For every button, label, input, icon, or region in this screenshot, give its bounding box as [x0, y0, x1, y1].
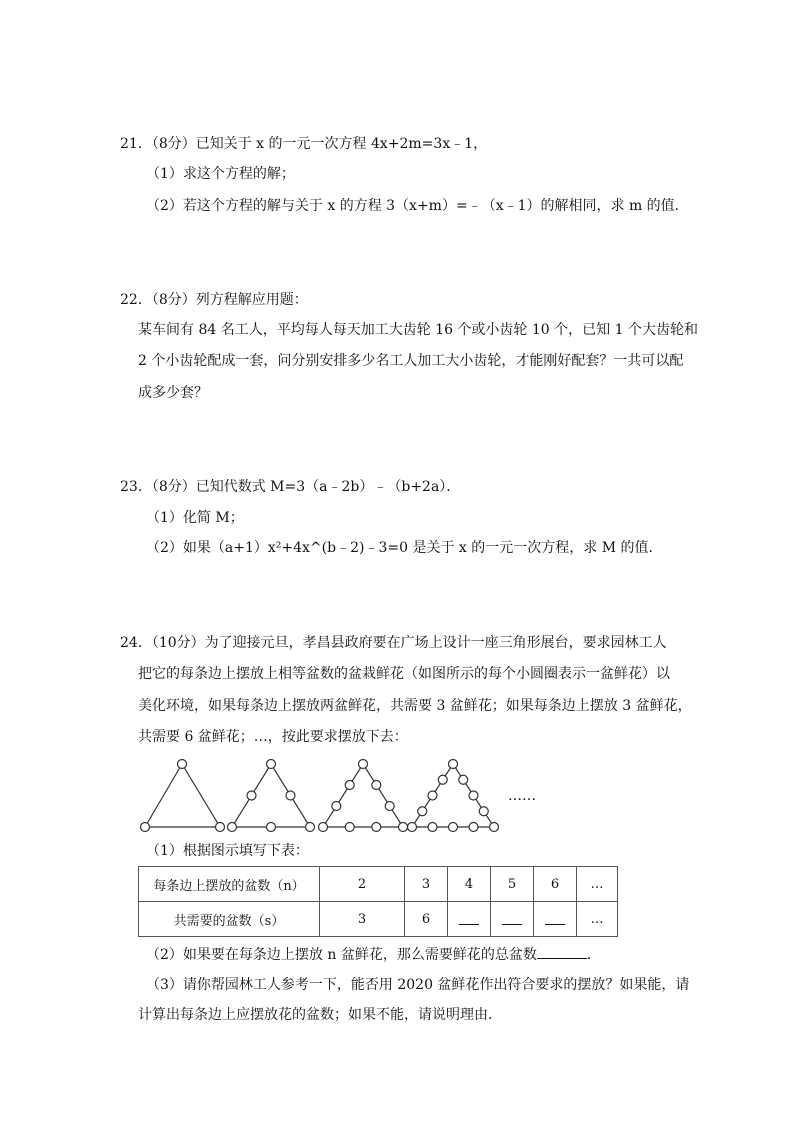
q22-line1: 某车间有 84 名工人，平均每人每天加工大齿轮 16 个或小齿轮 10 个，已知 1 个大齿轮和 — [138, 322, 698, 338]
q22-line2: 2 个小齿轮配成一套，问分别安排多少名工人加工大小齿轮，才能刚好配套？一共可以配 — [138, 353, 684, 369]
q24-line1: 24．（10分）为了迎接元旦，孝昌县政府要在广场上设计一座三角形展台，要求园林工人 — [120, 635, 667, 651]
table-cell: 4 — [448, 867, 491, 902]
table-cell: 6 — [405, 902, 448, 937]
triangle-figure-4 — [408, 760, 499, 832]
q23-heading: 23．（8分）已知代数式 M=3（a﹣2b）﹣（b+2a）． — [120, 479, 461, 495]
q24-line3: 美化环境，如果每条边上摆放两盆鲜花，共需要 3 盆鲜花；如果每条边上摆放 3 盆鲜花， — [138, 698, 692, 714]
table-cell: 2 — [320, 867, 405, 902]
row-label: 共需要的盆数（s） — [139, 902, 320, 937]
answer-blank-cell[interactable] — [491, 902, 534, 937]
triangle-figure-2 — [228, 760, 315, 832]
q24-part3-line1: （3）请你帮园林工人参考一下，能否用 2020 盆鲜花作出符合要求的摆放？如果能，请 — [146, 977, 690, 993]
table-cell: 6 — [534, 867, 577, 902]
flower-triangle-figures — [136, 754, 516, 834]
table-cell: 5 — [491, 867, 534, 902]
table-row-s — [139, 902, 618, 937]
q21-part2: （2）若这个方程的解与关于 x 的方程 3（x+m）=﹣（x﹣1）的解相同，求 m 的值． — [146, 198, 689, 214]
q23-part1: （1）化简 M； — [146, 510, 244, 526]
table-row-n — [139, 867, 618, 902]
q24-part2: （2）如果要在每条边上摆放 n 盆鲜花，那么需要鲜花的总盆数 ． — [146, 944, 601, 965]
q24-line2: 把它的每条边上摆放上相等盆数的盆栽鲜花（如图所示的每个小圆圈表示一盆鲜花）以 — [138, 666, 670, 682]
row-label: 每条边上摆放的盆数（n） — [139, 867, 320, 902]
q21-heading: 21．（8分）已知关于 x 的一元一次方程 4x+2m=3x﹣1， — [120, 136, 488, 152]
triangle-figure-1 — [141, 760, 225, 832]
answer-blank-cell[interactable] — [534, 902, 577, 937]
table-cell: 3 — [405, 867, 448, 902]
triangle-figure-3 — [319, 760, 408, 832]
q23-part2: （2）如果（a+1）x²+4x^(b﹣2)﹣3=0 是关于 x 的一元一次方程，求 M 的值． — [146, 540, 663, 556]
answer-blank[interactable] — [537, 944, 587, 959]
q21-part1: （1）求这个方程的解； — [146, 166, 295, 182]
answer-blank-cell[interactable] — [448, 902, 491, 937]
table-cell: … — [577, 867, 618, 902]
table-cell: 3 — [320, 902, 405, 937]
q24-part3-line2: 计算出每条边上应摆放花的盆数；如果不能，请说明理由． — [138, 1007, 502, 1023]
table-cell: … — [577, 902, 618, 937]
q22-heading: 22．（8分）列方程解应用题： — [120, 292, 308, 308]
q22-line3: 成多少套？ — [138, 385, 208, 401]
q24-part1: （1）根据图示填写下表： — [146, 843, 309, 859]
figure-ellipsis: …… — [508, 788, 536, 804]
q24-line4: 共需要 6 盆鲜花；…，按此要求摆放下去： — [138, 729, 408, 745]
flower-count-table — [138, 866, 618, 937]
